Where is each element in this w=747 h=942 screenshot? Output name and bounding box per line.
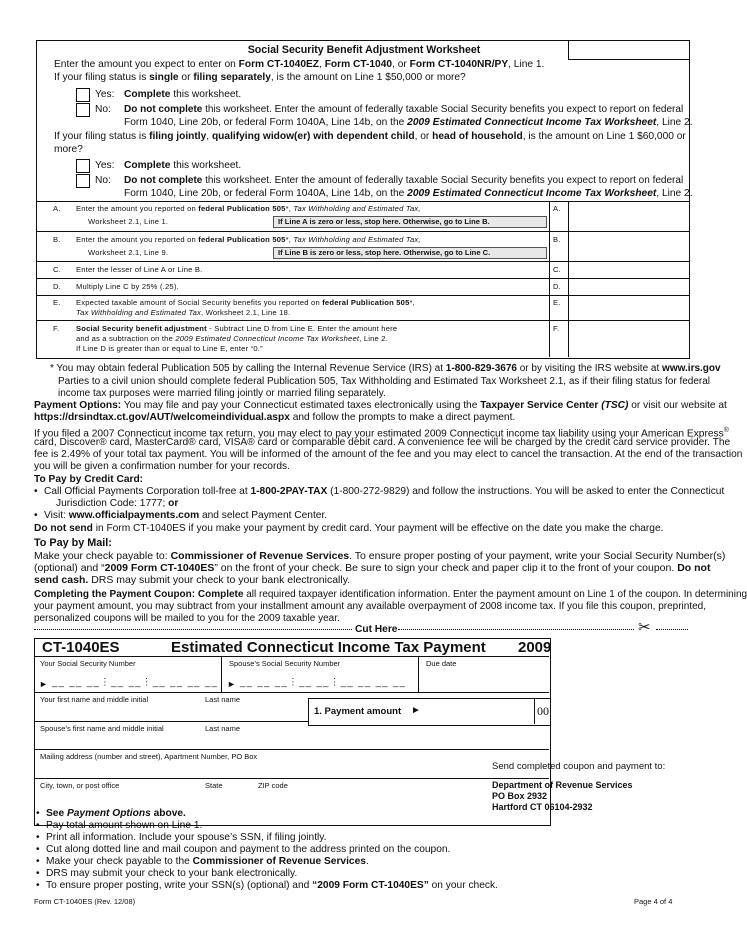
mail-line-3: send cash. DRS may submit your check to your bank electronically. bbox=[34, 574, 351, 586]
spouse-last-name-field[interactable] bbox=[204, 733, 306, 747]
city-field[interactable] bbox=[36, 791, 201, 805]
q2-no-text: Do not complete this worksheet. Enter the amount of federally taxable Social Security benefits you expect to report on federal bbox=[124, 175, 684, 186]
payment-options-para-2-line-3: fee is 2.49% of your total tax payment. You will be informed of the amount of the fee and you may elect to cancel the transaction. At the end of the transaction bbox=[34, 449, 743, 460]
line-c-amount-field[interactable] bbox=[569, 262, 689, 277]
q1-no-text: Do not complete this worksheet. Enter the amount of federally taxable Social Security benefits you expect to report on federal bbox=[124, 104, 684, 115]
cut-line-right bbox=[398, 629, 634, 630]
coupon-form-number: CT-1040ES bbox=[42, 639, 120, 656]
credit-card-bullet-1-line-2: Jurisdiction Code: 1777; or bbox=[56, 498, 179, 509]
instruction-7: • To ensure proper posting, write your SSN(s) (optional) and “2009 Form CT-1040ES” on your check. bbox=[46, 879, 498, 892]
payment-options-line-1: Payment Options: You may file and pay your Connecticut estimated taxes electronically using the Taxpayer Service Center (TSC) or visit our website at bbox=[34, 400, 727, 411]
line-e-box-label: E. bbox=[553, 298, 561, 307]
instruction-5: • Make your check payable to the Commissioner of Revenue Services. bbox=[46, 855, 369, 868]
footer-page-number: Page 4 of 4 bbox=[634, 897, 673, 906]
cut-line-end bbox=[656, 629, 688, 630]
payment-options-line-2: https://drsindtax.ct.gov/AUT/welcomeindividual.aspx and follow the prompts to make a direct payment. bbox=[34, 412, 516, 423]
q1-yes-text: Complete this worksheet. bbox=[124, 89, 242, 100]
line-b-stop-note: If Line B is zero or less, stop here. Otherwise, go to Line C. bbox=[273, 247, 547, 259]
grid-line bbox=[549, 201, 550, 357]
line-a-stop-note: If Line A is zero or less, stop here. Otherwise, go to Line B. bbox=[273, 216, 547, 228]
line-f-box-label: F. bbox=[553, 324, 560, 333]
credit-card-bullet-1: • Call Official Payments Corporation toll-free at 1-800-2PAY-TAX (1-800-272-9829) and follow the instructions. You will be asked to enter the Connecticut bbox=[44, 485, 724, 498]
address-line-1: Department of Revenue Services bbox=[492, 780, 633, 790]
line-f-key: F. bbox=[53, 324, 60, 333]
q1-no-label: No: bbox=[95, 104, 111, 115]
first-name-label: Your first name and middle initial bbox=[40, 695, 149, 704]
line-b-amount-field[interactable] bbox=[569, 232, 689, 260]
spouse-first-name-field[interactable] bbox=[36, 733, 201, 747]
footnote-line-2: Parties to a civil union should complete federal Publication 505, Tax Withholding and Estimated Tax Worksheet 2.1, as if their filing status for federal bbox=[58, 376, 711, 387]
worksheet-question-joint-2: more? bbox=[54, 144, 83, 155]
due-date-label: Due date bbox=[426, 659, 457, 668]
instruction-3: • Print all information. Include your spouse’s SSN, if filing jointly. bbox=[46, 831, 326, 844]
line-e-text-2: Tax Withholding and Estimated Tax, Worksheet 2.1, Line 18. bbox=[76, 308, 291, 317]
q2-no-checkbox[interactable] bbox=[76, 174, 90, 188]
mailing-address-field[interactable] bbox=[36, 762, 486, 776]
line-f-text: Social Security benefit adjustment - Subtract Line D from Line E. Enter the amount here bbox=[76, 324, 398, 333]
line-f-text-3: If Line D is greater than or equal to Line E, enter “0.” bbox=[76, 344, 263, 353]
spouse-ssn-arrow-icon: ► bbox=[227, 679, 236, 689]
line-a-box-label: A. bbox=[553, 204, 561, 213]
line-b-key: B. bbox=[53, 235, 61, 244]
q2-yes-label: Yes: bbox=[95, 160, 115, 171]
spouse-last-name-label: Last name bbox=[205, 724, 241, 733]
coupon-row-line bbox=[34, 656, 549, 657]
ssn-arrow-icon: ► bbox=[39, 679, 48, 689]
instruction-2: • Pay total amount shown on Line 1. bbox=[46, 819, 202, 832]
coupon-divider bbox=[221, 656, 222, 692]
line-a-text-2: Worksheet 2.1, Line 1. bbox=[88, 217, 169, 226]
line-d-text: Multiply Line C by 25% (.25). bbox=[76, 282, 179, 291]
worksheet-title: Social Security Benefit Adjustment Worksheet bbox=[247, 44, 481, 56]
coupon-row-line bbox=[34, 692, 549, 693]
line-c-box-label: C. bbox=[553, 265, 561, 274]
payment-arrow-icon: ► bbox=[411, 705, 421, 716]
worksheet-intro: Enter the amount you expect to enter on Form CT-1040EZ, Form CT-1040, or Form CT-1040NR/PY, Line 1. bbox=[54, 59, 545, 70]
line-f-text-2: and as a subtraction on the 2009 Estimated Connecticut Income Tax Worksheet, Line 2. bbox=[76, 334, 389, 343]
coupon-title: Estimated Connecticut Income Tax Payment bbox=[171, 639, 486, 656]
footer-form-id: Form CT-1040ES (Rev. 12/08) bbox=[34, 897, 136, 906]
spouse-ssn-field[interactable]: __ __ __⋮__ __⋮__ __ __ __ bbox=[240, 677, 407, 688]
worksheet-question-single: If your filing status is single or filing separately, is the amount on Line 1 $50,000 or more? bbox=[54, 72, 466, 83]
line-b-box-label: B. bbox=[553, 235, 561, 244]
line-a-text: Enter the amount you reported on federal Publication 505*, Tax Withholding and Estimated Tax, bbox=[76, 204, 421, 213]
footnote-line-1: * You may obtain federal Publication 505 by calling the Internal Revenue Service (IRS) at 1-800-829-3676 or by visiting the IRS website at www.irs.gov bbox=[50, 363, 721, 374]
completing-line-3: personalized coupons will be mailed to you for the 2009 taxable year. bbox=[34, 613, 340, 624]
last-name-field[interactable] bbox=[204, 704, 306, 718]
line-c-key: C. bbox=[53, 265, 61, 274]
mail-heading: To Pay by Mail: bbox=[34, 537, 112, 549]
line-d-key: D. bbox=[53, 282, 61, 291]
instruction-1: • See Payment Options above. bbox=[46, 807, 186, 820]
q2-no-text-2: Form 1040, Line 20b, or federal Form 1040A, Line 14b, on the 2009 Estimated Connecticut Income Tax Worksheet, Line 2. bbox=[124, 188, 693, 199]
payment-options-para-2-line-2: card, Discover® card, MasterCard® card, VISA® card or comparable debit card. A convenience fee will be charged by the credit card service provider. The bbox=[34, 437, 731, 448]
payment-options-para-2-line-1: If you filed a 2007 Connecticut income tax return, you may elect to pay your estimated 2009 Connecticut income tax liability using your American Express® bbox=[34, 427, 729, 440]
completing-line-2: your payment amount, you may subtract from your installment amount any available overpayment of 2008 income tax. If you file this coupon, preprinted, bbox=[34, 601, 707, 612]
payment-cents: 00 bbox=[537, 704, 549, 718]
mail-line-1: Make your check payable to: Commissioner of Revenue Services. To ensure proper posting of your payment, write your Social Security Number(s) bbox=[34, 550, 726, 562]
credit-card-do-not-send: Do not send in Form CT-1040ES if you make your payment by credit card. Your payment will be effective on the date you make the charge. bbox=[34, 523, 664, 534]
line-a-key: A. bbox=[53, 204, 61, 213]
line-f-amount-field[interactable] bbox=[569, 321, 689, 356]
spouse-first-name-label: Spouse’s first name and middle initial bbox=[40, 724, 164, 733]
address-line-2: PO Box 2932 bbox=[492, 791, 548, 801]
coupon-year: 2009 bbox=[518, 639, 552, 656]
cents-divider bbox=[534, 698, 535, 724]
line-e-key: E. bbox=[53, 298, 61, 307]
cut-line-left bbox=[34, 629, 352, 630]
coupon-row-line bbox=[34, 721, 308, 722]
coupon-row-line bbox=[34, 778, 549, 779]
q2-no-label: No: bbox=[95, 175, 111, 186]
worksheet-question-joint: If your filing status is filing jointly, qualifying widow(er) with dependent child, or head of household, is the amount on Line 1 $60,000 or bbox=[54, 131, 686, 142]
line-d-amount-field[interactable] bbox=[569, 279, 689, 294]
cut-here-label: Cut Here bbox=[355, 624, 398, 635]
payment-amount-label: 1. Payment amount bbox=[314, 706, 402, 717]
line-a-amount-field[interactable] bbox=[569, 202, 689, 230]
due-date-field[interactable] bbox=[420, 668, 548, 690]
send-to-label: Send completed coupon and payment to: bbox=[492, 761, 666, 772]
line-c-text: Enter the lesser of Line A or Line B. bbox=[76, 265, 203, 274]
q1-yes-label: Yes: bbox=[95, 89, 115, 100]
instruction-4: • Cut along dotted line and mail coupon and payment to the address printed on the coupon. bbox=[46, 843, 450, 856]
line-b-text-2: Worksheet 2.1, Line 9. bbox=[88, 248, 169, 257]
scissors-icon: ✂ bbox=[638, 618, 651, 636]
footnote-line-3: income tax purposes were married filing jointly or married filing separately. bbox=[58, 388, 386, 399]
line-b-text: Enter the amount you reported on federal Publication 505*, Tax Withholding and Estimated Tax, bbox=[76, 235, 421, 244]
q1-no-checkbox[interactable] bbox=[76, 103, 90, 117]
mail-line-2: (optional) and “2009 Form CT-1040ES” on the front of your check. Be sure to sign your check and paper clip it to the front of your coupon. Do not bbox=[34, 562, 711, 574]
line-e-text: Expected taxable amount of Social Security benefits you reported on federal Publication 505*, bbox=[76, 298, 415, 307]
line-e-amount-field[interactable] bbox=[569, 296, 689, 319]
payment-amount-field[interactable] bbox=[426, 700, 534, 722]
q2-yes-checkbox[interactable] bbox=[76, 159, 90, 173]
last-name-label: Last name bbox=[205, 695, 241, 704]
spouse-ssn-label: Spouse’s Social Security Number bbox=[229, 659, 341, 668]
q2-yes-text: Complete this worksheet. bbox=[124, 160, 242, 171]
mailing-address-label: Mailing address (number and street), Apartment Number, PO Box bbox=[40, 752, 258, 761]
ssn-label: Your Social Security Number bbox=[40, 659, 136, 668]
state-label: State bbox=[205, 781, 223, 790]
address-line-3: Hartford CT 06104-2932 bbox=[492, 802, 593, 812]
coupon-divider bbox=[418, 656, 419, 692]
first-name-field[interactable] bbox=[36, 704, 201, 718]
state-field[interactable] bbox=[204, 791, 254, 805]
ssn-field[interactable]: __ __ __⋮__ __⋮__ __ __ __ bbox=[52, 677, 219, 688]
instruction-6: • DRS may submit your check to your bank electronically. bbox=[46, 867, 297, 880]
q1-no-text-2: Form 1040, Line 20b, or federal Form 1040A, Line 14b, on the 2009 Estimated Connecticut Income Tax Worksheet, Line 2. bbox=[124, 117, 693, 128]
payment-options-para-2-line-4: you will be given a confirmation number for your records. bbox=[34, 461, 290, 472]
line-d-box-label: D. bbox=[553, 282, 561, 291]
zip-label: ZIP code bbox=[258, 781, 288, 790]
zip-field[interactable] bbox=[257, 791, 357, 805]
coupon-row-line bbox=[34, 749, 549, 750]
q1-yes-checkbox[interactable] bbox=[76, 88, 90, 102]
completing-line-1: Completing the Payment Coupon: Complete all required taxpayer identification information. Enter the payment amount on Line 1 of the coupon. In determining bbox=[34, 589, 747, 600]
credit-card-heading: To Pay by Credit Card: bbox=[34, 474, 144, 485]
credit-card-bullet-2: • Visit: www.officialpayments.com and select Payment Center. bbox=[44, 509, 327, 522]
city-label: City, town, or post office bbox=[40, 781, 120, 790]
